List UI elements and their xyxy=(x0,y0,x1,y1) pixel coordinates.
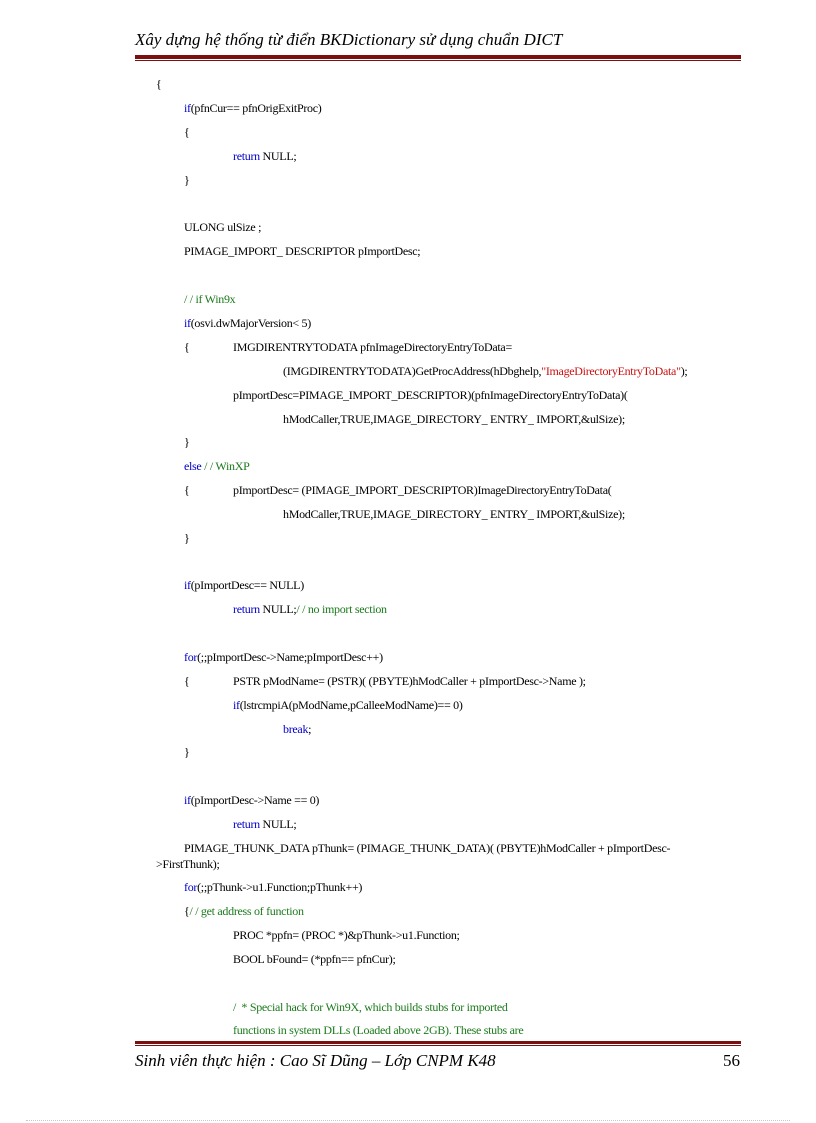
code-line: PIMAGE_IMPORT_ DESCRIPTOR pImportDesc; xyxy=(184,244,421,258)
code-line: { xyxy=(184,340,190,354)
code-text: (lstrcmpiA(pModName,pCalleeModName)== 0) xyxy=(239,698,463,712)
page-number: 56 xyxy=(723,1051,740,1070)
code-line: { xyxy=(184,483,190,497)
code-comment-line: functions in system DLLs (Loaded above 2GB). These stubs are xyxy=(233,1023,524,1037)
code-line: { xyxy=(184,674,190,688)
keyword: for xyxy=(184,880,198,894)
code-text: (pImportDesc->Name == 0) xyxy=(190,793,320,807)
code-line xyxy=(233,817,296,831)
code-line: >FirstThunk); xyxy=(156,857,220,871)
keyword: if xyxy=(184,101,191,115)
code-line: } xyxy=(184,435,190,449)
code-line: } xyxy=(184,745,190,759)
code-line xyxy=(233,602,387,616)
code-text: NULL; xyxy=(259,817,297,831)
keyword: if xyxy=(184,316,191,330)
code-text: (pImportDesc== NULL) xyxy=(190,578,304,592)
string-literal: "ImageDirectoryEntryToData" xyxy=(541,364,681,378)
code-line xyxy=(184,316,311,330)
keyword: else xyxy=(184,459,202,473)
keyword: if xyxy=(184,578,191,592)
footer-rule-thick xyxy=(135,1041,741,1044)
code-line xyxy=(283,722,311,736)
comment: / / WinXP xyxy=(201,459,250,473)
code-line xyxy=(184,459,249,473)
code-line xyxy=(184,793,319,807)
code-text: (osvi.dwMajorVersion< 5) xyxy=(190,316,311,330)
code-line xyxy=(233,149,296,163)
keyword: return xyxy=(233,602,260,616)
code-line xyxy=(184,650,383,664)
code-line xyxy=(283,364,687,378)
code-text: { xyxy=(184,904,190,918)
code-line xyxy=(233,698,463,712)
code-comment-line: / / if Win9x xyxy=(184,292,236,306)
code-text: (IMGDIRENTRYTODATA)GetProcAddress(hDbghelp, xyxy=(283,364,542,378)
keyword: return xyxy=(233,817,260,831)
code-line: pImportDesc=PIMAGE_IMPORT_DESCRIPTOR)(pfnImageDirectoryEntryToData)( xyxy=(233,388,628,402)
code-line xyxy=(184,578,304,592)
code-text: (;;pThunk->u1.Function;pThunk++) xyxy=(197,880,363,894)
comment: / / get address of function xyxy=(189,904,304,918)
code-text: (pfnCur== pfnOrigExitProc) xyxy=(190,101,322,115)
code-text: (;;pImportDesc->Name;pImportDesc++) xyxy=(197,650,383,664)
keyword: for xyxy=(184,650,198,664)
code-line: PSTR pModName= (PSTR)( (PBYTE)hModCaller + pImportDesc->Name ); xyxy=(233,674,586,688)
code-line: { xyxy=(184,125,190,139)
keyword: break xyxy=(283,722,309,736)
code-line: BOOL bFound= (*ppfn== pfnCur); xyxy=(233,952,396,966)
footer-rule-thin xyxy=(135,1045,741,1046)
code-line: { xyxy=(156,77,162,91)
page-bottom-divider xyxy=(26,1120,790,1121)
code-line xyxy=(184,880,362,894)
footer-author: Sinh viên thực hiện : Cao Sĩ Dũng – Lớp CNPM K48 xyxy=(135,1051,496,1070)
code-line: IMGDIRENTRYTODATA pfnImageDirectoryEntryToData= xyxy=(233,340,512,354)
page-header-title: Xây dựng hệ thống từ điển BKDictionary sử dụng chuẩn DICT xyxy=(135,30,563,49)
code-text: ); xyxy=(680,364,688,378)
code-line: hModCaller,TRUE,IMAGE_DIRECTORY_ ENTRY_ IMPORT,&ulSize); xyxy=(283,412,625,426)
code-line: hModCaller,TRUE,IMAGE_DIRECTORY_ ENTRY_ IMPORT,&ulSize); xyxy=(283,507,625,521)
code-text: NULL; xyxy=(259,149,297,163)
code-line: PROC *ppfn= (PROC *)&pThunk->u1.Function; xyxy=(233,928,460,942)
code-line: PIMAGE_THUNK_DATA pThunk= (PIMAGE_THUNK_DATA)( (PBYTE)hModCaller + pImportDesc- xyxy=(184,841,671,855)
code-line xyxy=(184,101,321,115)
code-comment-line: / * Special hack for Win9X, which builds stubs for imported xyxy=(233,1000,508,1014)
code-text: NULL; xyxy=(259,602,297,616)
code-text: ; xyxy=(308,722,312,736)
code-line: } xyxy=(184,173,190,187)
comment: / / no import section xyxy=(296,602,387,616)
code-line xyxy=(184,904,304,918)
code-line: pImportDesc= (PIMAGE_IMPORT_DESCRIPTOR)ImageDirectoryEntryToData( xyxy=(233,483,612,497)
code-line: } xyxy=(184,531,190,545)
keyword: if xyxy=(184,793,191,807)
keyword: if xyxy=(233,698,240,712)
code-line: ULONG ulSize ; xyxy=(184,220,262,234)
keyword: return xyxy=(233,149,260,163)
